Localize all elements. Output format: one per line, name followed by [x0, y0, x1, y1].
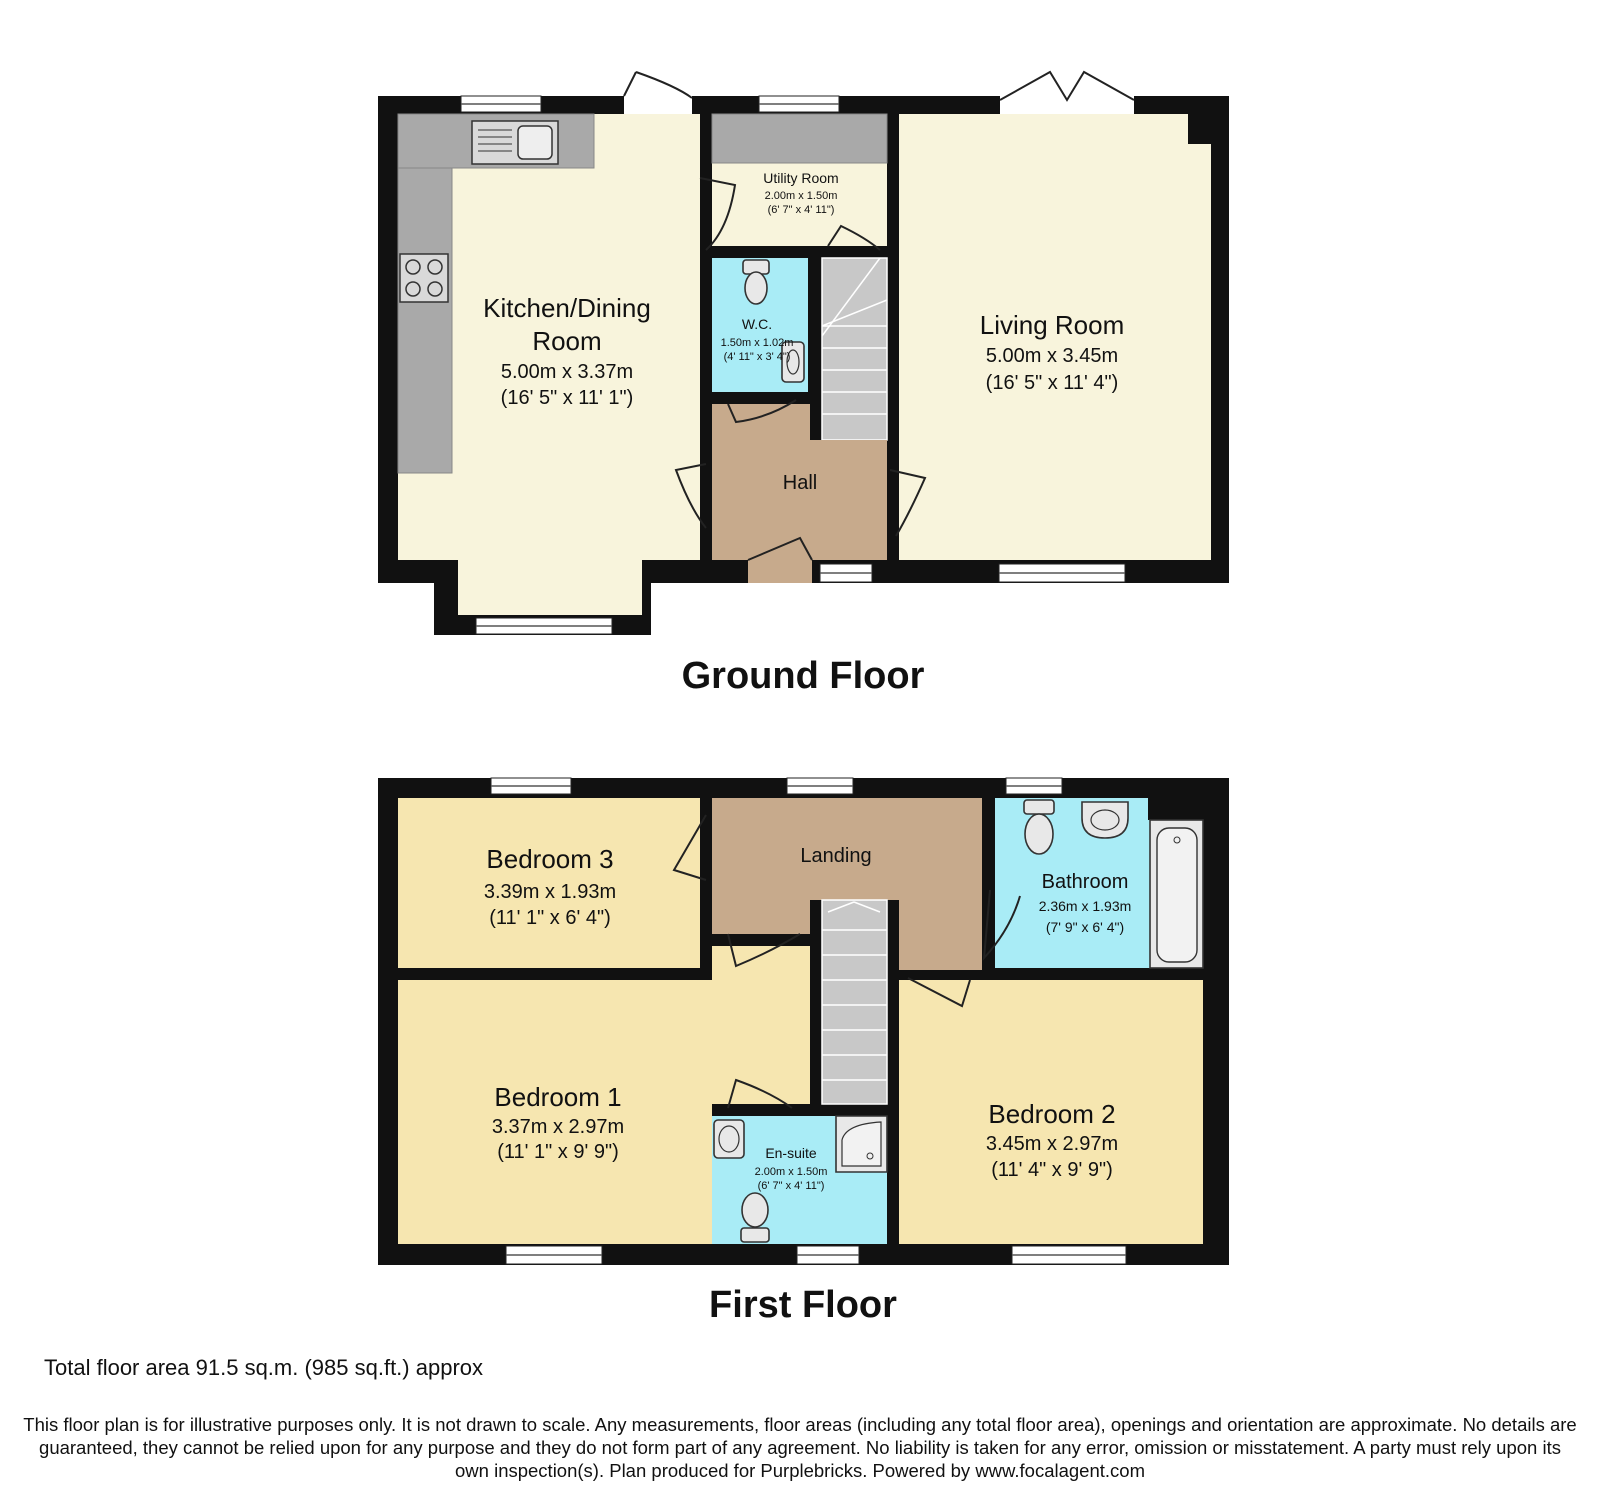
bedroom-1-name: Bedroom 1 [494, 1082, 622, 1112]
ground-staircase [822, 258, 887, 440]
bedroom-2-imperial: (11' 4" x 9' 9") [991, 1159, 1113, 1181]
living-room-pier [1188, 114, 1211, 144]
bedroom-2-name: Bedroom 2 [988, 1099, 1116, 1129]
first-floor-plan [378, 778, 1229, 1326]
utility-counter [712, 114, 887, 163]
ground-floor-plan [378, 72, 1229, 697]
total-floor-area: Total floor area 91.5 sq.m. (985 sq.ft.) approx [44, 1355, 484, 1380]
en-suite-metric: 2.00m x 1.50m [754, 1166, 828, 1178]
hall-name: Hall [782, 472, 818, 494]
window [787, 778, 853, 794]
living-room-name: Living Room [979, 310, 1125, 340]
first-floor-title: First Floor [709, 1284, 897, 1326]
kitchen-name-line1: Kitchen/Dining [483, 293, 651, 323]
kitchen-counter-left [398, 168, 452, 473]
living-room-alcove [1188, 144, 1211, 560]
back-door-opening [624, 94, 692, 114]
bedroom-1-metric: 3.37m x 2.97m [491, 1116, 625, 1138]
ground-floor-title: Ground Floor [681, 655, 925, 697]
window [759, 96, 839, 112]
landing-name: Landing [800, 845, 872, 867]
living-room-imperial: (16' 5" x 11' 4") [985, 372, 1119, 394]
window [1012, 1246, 1126, 1264]
kitchen-metric: 5.00m x 3.37m [500, 361, 634, 383]
hob-icon [400, 254, 448, 302]
toilet-icon [743, 260, 769, 304]
bath-icon [1150, 820, 1203, 968]
bathroom-imperial: (7' 9" x 6' 4") [1045, 919, 1125, 935]
window [476, 618, 612, 634]
front-door-threshold [748, 560, 812, 583]
wash-basin-icon [714, 1120, 744, 1158]
en-suite-name: En-suite [765, 1145, 817, 1161]
wc-metric: 1.50m x 1.02m [720, 337, 794, 349]
kitchen-imperial: (16' 5" x 11' 1") [500, 387, 634, 409]
window [999, 564, 1125, 582]
window [1006, 778, 1062, 794]
window [491, 778, 571, 794]
wc-name: W.C. [741, 316, 773, 332]
utility-name: Utility Room [763, 170, 839, 186]
bedroom-3-imperial: (11' 1" x 6' 4") [489, 907, 611, 929]
wash-basin-icon [1082, 802, 1128, 838]
wc-imperial: (4' 11" x 3' 4") [723, 351, 791, 363]
living-room-metric: 5.00m x 3.45m [985, 345, 1119, 367]
bathroom-name: Bathroom [1041, 871, 1129, 893]
bedroom-2-metric: 3.45m x 2.97m [985, 1133, 1119, 1155]
window [506, 1246, 602, 1264]
window [820, 564, 872, 582]
en-suite-imperial: (6' 7" x 4' 11") [757, 1180, 825, 1192]
toilet-icon [1024, 800, 1054, 854]
bedroom-1-imperial: (11' 1" x 9' 9") [497, 1141, 619, 1163]
bedroom-3-name: Bedroom 3 [486, 844, 614, 874]
patio-door-opening [1000, 94, 1134, 114]
sink-icon [472, 121, 558, 164]
shower-tray-icon [836, 1116, 887, 1172]
window [461, 96, 541, 112]
window [797, 1246, 859, 1264]
kitchen-name-line2: Room [532, 326, 602, 356]
toilet-icon [741, 1193, 769, 1242]
utility-metric: 2.00m x 1.50m [764, 190, 838, 202]
bathroom-metric: 2.36m x 1.93m [1038, 898, 1132, 914]
bathroom-boxing [1148, 778, 1229, 820]
utility-imperial: (6' 7" x 4' 11") [767, 204, 835, 216]
bedroom-3-metric: 3.39m x 1.93m [483, 881, 617, 903]
disclaimer-text: This floor plan is for illustrative purposes only. It is not drawn to scale. Any measurements, floor areas (including any total floor area), openings and orientation are approximate. No details are guaranteed, they cannot be relied upon for any purpose and they do not form part of any agreement. No liability is taken for any error, omission or misstatement. A party must rely upon its own inspection(s). Plan produced for Purplebricks. Powered by www.focalagent.com [23, 1414, 1577, 1481]
